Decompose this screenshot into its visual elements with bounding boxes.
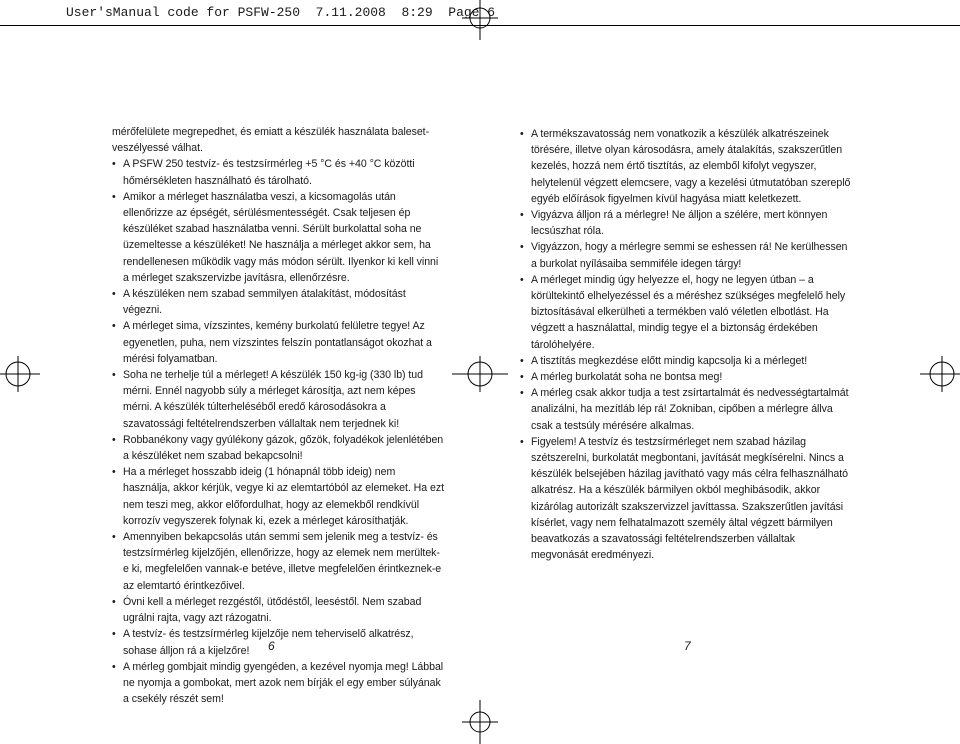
bullet-item: • A mérleg burkolatát soha ne bontsa meg! bbox=[520, 369, 852, 385]
bullet-item: • Robbanékony vagy gyúlékony gázok, gőzök, folyadékok jelenlétében a készüléket nem szabad bekapcsolni! bbox=[112, 432, 444, 464]
bullet-item: • A termékszavatosság nem vonatkozik a készülék alkatrészeinek törésére, illetve olyan károsodásra, amely átalakítás, szakszerűtlen kezelés, hozzá nem értő tisztítás, az elemből kifolyt vegyszer, helytelenül végzett elemcsere, vagy a kezelési útmutatóban szereplő egyéb előírások figyelmen kívül hagyása miatt keletkezett. bbox=[520, 126, 852, 207]
registration-mark-left bbox=[0, 344, 40, 404]
page-number-right: 7 bbox=[684, 639, 691, 653]
bullet-item: • A mérleg csak akkor tudja a test zsírtartalmát és nedvességtartalmát analizálni, ha mezítláb lép rá! Zokniban, cipőben a mérlegre állva csak a testsúly mérésére alkalmas. bbox=[520, 385, 852, 434]
bullet-item: • A testvíz- és testzsírmérleg kijelzője nem teherviselő alkatrész, sohase álljon rá a kijelzőre! bbox=[112, 626, 444, 658]
bullet-item: • A mérleget sima, vízszintes, kemény burkolatú felületre tegye! Az egyenetlen, puha, nem vízszintes felszín pontatlanságot okozhat a mérési folyamatban. bbox=[112, 318, 444, 367]
bullet-item: • Soha ne terhelje túl a mérleget! A készülék 150 kg-ig (330 lb) tud mérni. Ennél nagyobb súly a mérleget károsítja, azt nem képes mérni. A készülék túlterheléséből eredő károsodásokra a szavatossági feltételrendszerben vállaltak nem terjednek ki! bbox=[112, 367, 444, 432]
bullet-item: • Ha a mérleget hosszabb ideig (1 hónapnál több ideig) nem használja, akkor kérjük, vegye ki az elemtartóból az elemeket. Ha ezt nem teszi meg, akkor előfordulhat, hogy az elemekből rendkívül korrozív vegyszerek folynak ki, ezek a mérleget károsíthatják. bbox=[112, 464, 444, 529]
right-text-column bbox=[520, 126, 852, 563]
bullet-item: • A mérleget mindig úgy helyezze el, hogy ne legyen útban – a körültekintő elhelyezéssel és a méréshez szükséges megfelelő hely biztosításával elkerülheti a termékben való véletlen elbotlást. Ha végzett a használattal, mindig tegye el a biztonság érdekében tárolóhelyére. bbox=[520, 272, 852, 353]
print-slug-header: User'sManual code for PSFW-250 7.11.2008 8:29 Page 6 bbox=[0, 0, 960, 26]
bullet-item: • Vigyázzon, hogy a mérlegre semmi se eshessen rá! Ne kerülhessen a burkolat nyílásaiba semmiféle idegen tárgy! bbox=[520, 239, 852, 271]
page-number-left: 6 bbox=[268, 639, 275, 653]
left-text-column bbox=[112, 124, 444, 707]
bullet-item: • Óvni kell a mérleget rezgéstől, ütődéstől, leeséstől. Nem szabad ugrálni rajta, vagy azt rázogatni. bbox=[112, 594, 444, 626]
registration-mark-right bbox=[920, 344, 960, 404]
bullet-item: • Figyelem! A testvíz és testzsírmérleget nem szabad házilag szétszerelni, burkolatát megbontani, javítását megkísérelni. Nincs a készülék belsejében házilag javítható vagy más célra felhasználható alkatrész. Ha a készülék bármilyen okból meghibásodik, akkor kizárólag autorizált szakszervizzel javíttassa. Szakszerűtlen javítási kísérlet, vagy nem felhatalmazott személy által végzett bármilyen beavatkozás a szavatossági feltételrendszerben vállaltak megvonását eredményezi. bbox=[520, 434, 852, 564]
paragraph: mérőfelülete megrepedhet, és emiatt a készülék használata balesetveszélyessé válhat. bbox=[112, 126, 430, 155]
bullet-item: • A készüléken nem szabad semmilyen átalakítást, módosítást végezni. bbox=[112, 286, 444, 318]
bullet-item: • A PSFW 250 testvíz- és testzsírmérleg +5 °C és +40 °C közötti hőmérsékleten használható és tárolható. bbox=[112, 156, 444, 188]
registration-mark-center bbox=[452, 344, 508, 404]
bullet-item: • A mérleg gombjait mindig gyengéden, a kezével nyomja meg! Lábbal ne nyomja a gombokat, mert azok nem bírják el egy ember súlyának a csekély részét sem! bbox=[112, 659, 444, 708]
bullet-item: • A tisztítás megkezdése előtt mindig kapcsolja ki a mérleget! bbox=[520, 353, 852, 369]
bullet-item: • Amikor a mérleget használatba veszi, a kicsomagolás után ellenőrizze az épségét, sérülésmentességét. Csak teljesen ép készüléket szabad használatba venni. Sérült burkolattal soha ne üzemeltesse a készüléket! Ne használja a mérleget akkor sem, ha rendellenesen működik vagy más módon sérült. Ilyenkor ki kell vinni a mérleget szakszervizbe javításra, ellenőrzésre. bbox=[112, 189, 444, 286]
crop-mark-top-left bbox=[452, 0, 508, 40]
bullet-item: • Vigyázva álljon rá a mérlegre! Ne álljon a szélére, mert könnyen lecsúszhat róla. bbox=[520, 207, 852, 239]
registration-mark-bottom bbox=[452, 700, 508, 744]
bullet-item: • Amennyiben bekapcsolás után semmi sem jelenik meg a testvíz- és testzsírmérleg kijelzőjén, ellenőrizze, hogy az elemek nem merültek-e ki, megfelelően vannak-e betéve, illetve megfelelően érintkeznek-e az elemtartó érintkezőivel. bbox=[112, 529, 444, 594]
